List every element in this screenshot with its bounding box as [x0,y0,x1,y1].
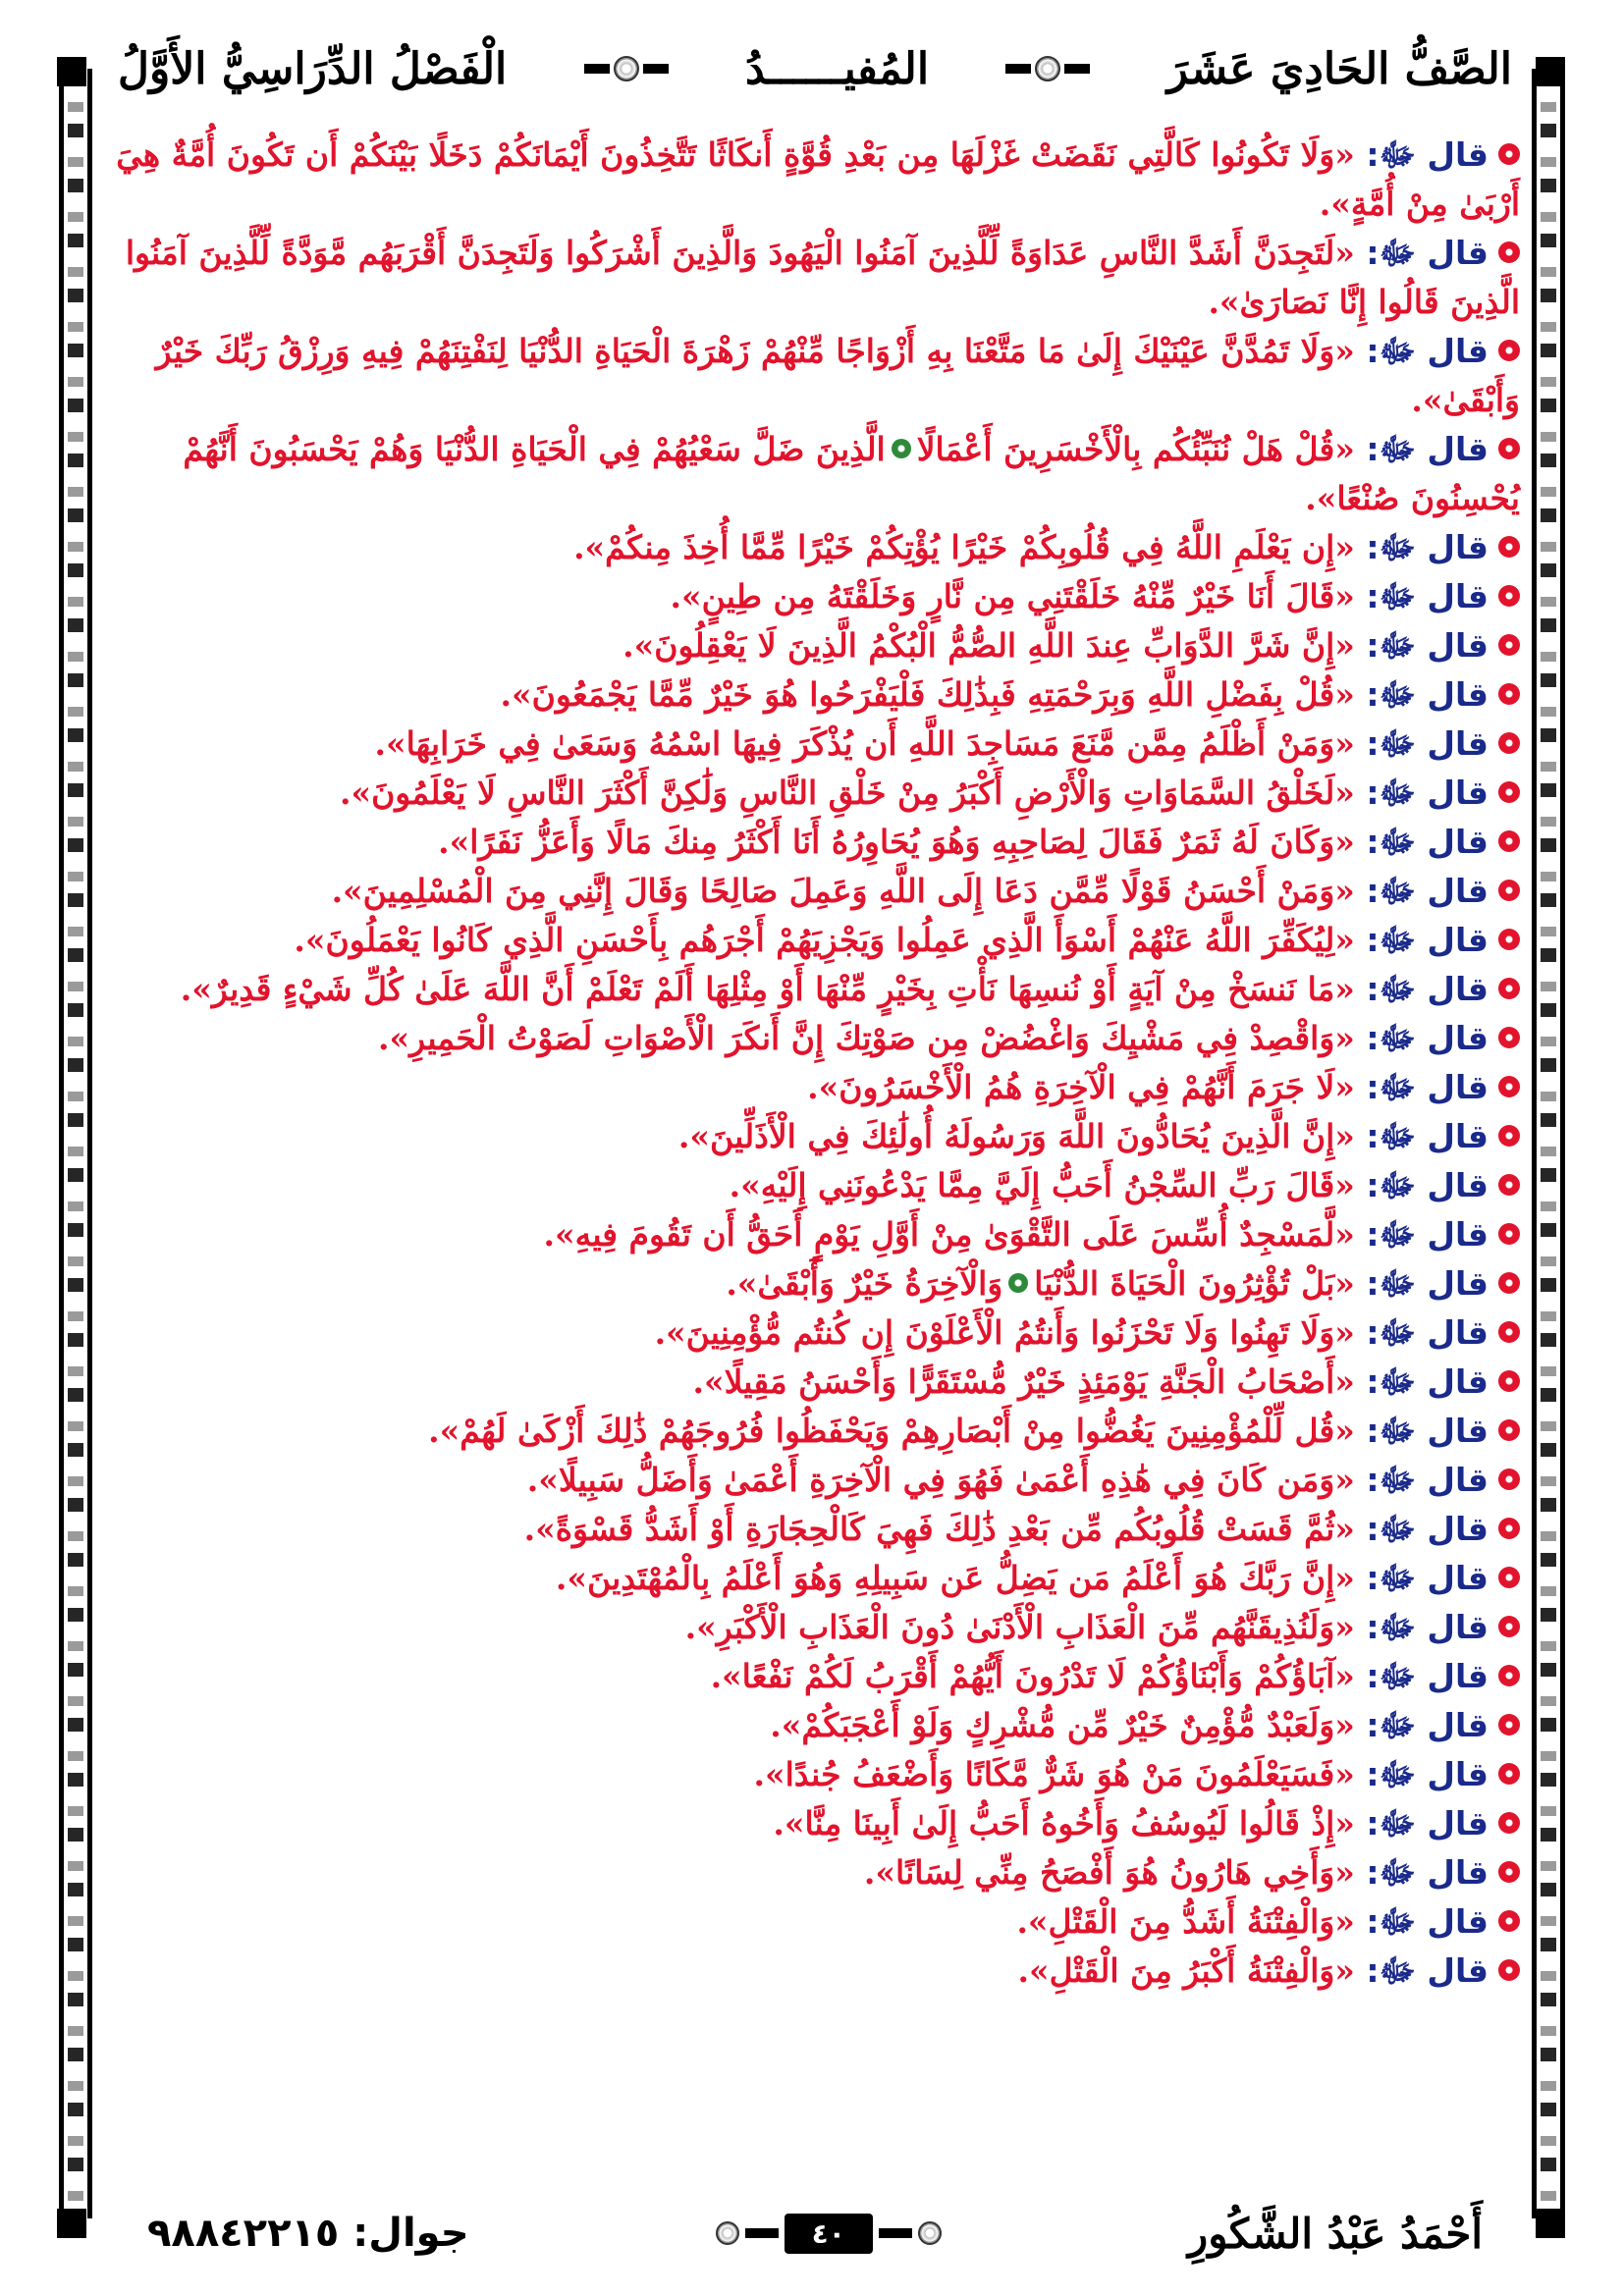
speaker-label: قال ﷻ: [1366,724,1489,763]
speaker-label: قال ﷻ: [1366,1068,1489,1106]
verse-separator-icon [892,439,911,458]
header-divider-ornament [584,56,669,81]
page-header [118,29,1512,108]
verse-item [108,572,1520,621]
speaker-label: قال ﷻ: [1366,1215,1489,1254]
verse-item [108,916,1520,965]
phone-contact [147,2211,469,2256]
verse-item [108,867,1520,916]
verse-text: «قَالَ رَبِّ السِّجْنُ أَحَبُّ إِلَيَّ مِمَّا يَدْعُونَنِي إِلَيْهِ». [729,1166,1355,1204]
verse-item [108,1750,1520,1799]
page-number: ٤٠ [785,2214,873,2254]
speaker-label: قال ﷻ: [1366,1755,1489,1793]
verse-item [108,1259,1520,1308]
verse-text: «إِنَّ رَبَّكَ هُوَ أَعْلَمُ مَن يَضِلُّ عَن سَبِيلِهِ وَهُوَ أَعْلَمُ بِالْمُهْتَدِينَ». [555,1559,1355,1597]
verse-text: «وَمَنْ أَظْلَمُ مِمَّن مَّنَعَ مَسَاجِدَ اللَّهِ أَن يُذْكَرَ فِيهَا اسْمُهُ وَسَعَىٰ فِي خَرَابِهَا». [374,724,1355,763]
speaker-label: قال ﷻ: [1366,1804,1489,1842]
verse-item [108,769,1520,818]
speaker-label: قال ﷻ: [1366,430,1489,468]
speaker-label: قال ﷻ: [1366,1313,1489,1352]
speaker-label: قال ﷻ: [1366,1510,1489,1548]
red-flower-bullet-icon [1498,1321,1520,1343]
rosette-icon [1035,56,1060,81]
speaker-label: قال ﷻ: [1366,675,1489,714]
page-footer [147,2194,1483,2272]
speaker-label: قال ﷻ: [1366,626,1489,665]
speaker-label: قال ﷻ: [1366,1706,1489,1744]
verse-item [108,1308,1520,1358]
verse-text: «أَصْحَابُ الْجَنَّةِ يَوْمَئِذٍ خَيْرٌ مُّسْتَقَرًّا وَأَحْسَنُ مَقِيلًا». [692,1362,1355,1401]
page-number-box [716,2214,942,2254]
verse-text: «آبَاؤُكُمْ وَأَبْنَاؤُكُمْ لَا تَدْرُونَ أَيُّهُمْ أَقْرَبُ لَكُمْ نَفْعًا». [710,1657,1355,1695]
verse-text: «وَالْفِتْنَةُ أَشَدُّ مِنَ الْقَتْلِ». [1016,1902,1355,1941]
phone-label: جوال: [352,2211,469,2256]
verse-item [108,1505,1520,1554]
verse-text: «قُل لِّلْمُؤْمِنِينَ يَغُضُّوا مِنْ أَبْصَارِهِمْ وَيَحْفَظُوا فُرُوجَهُمْ ذَٰلِكَ أَزْكَىٰ لَهُمْ». [428,1412,1355,1450]
verse-text: «لَا جَرَمَ أَنَّهُمْ فِي الْآخِرَةِ هُمُ الْأَخْسَرُونَ». [807,1068,1355,1106]
verse-text: «وَمَنْ أَحْسَنُ قَوْلًا مِّمَّن دَعَا إِلَى اللَّهِ وَعَمِلَ صَالِحًا وَقَالَ إِنَّنِي مِنَ الْمُسْلِمِينَ». [331,872,1355,910]
red-flower-bullet-icon [1498,683,1520,705]
verse-text: «فَسَيَعْلَمُونَ مَنْ هُوَ شَرٌّ مَّكَانًا وَأَضْعَفُ جُندًا». [753,1755,1355,1793]
verse-text: «وَلَا تَهِنُوا وَلَا تَحْزَنُوا وَأَنتُمُ الْأَعْلَوْنَ إِن كُنتُم مُّؤْمِنِينَ». [654,1313,1355,1352]
verse-item [108,670,1520,720]
verse-item [108,1358,1520,1407]
verse-text: «لَّمَسْجِدٌ أُسِّسَ عَلَى التَّقْوَىٰ مِنْ أَوَّلِ يَوْمٍ أَحَقُّ أَن تَقُومَ فِيهِ». [543,1215,1355,1254]
red-flower-bullet-icon [1498,929,1520,950]
speaker-label: قال ﷻ: [1366,528,1489,566]
border-corner-ornament [1536,57,1565,86]
red-flower-bullet-icon [1498,732,1520,754]
speaker-label: قال ﷻ: [1366,1264,1489,1303]
verse-item [108,229,1520,327]
speaker-label: قال ﷻ: [1366,577,1489,615]
verse-text: «وَلَا تَكُونُوا كَالَّتِي نَقَضَتْ غَزْلَهَا مِن بَعْدِ قُوَّةٍ أَنكَاثًا تَتَّخِذُونَ أَيْمَانَكُمْ دَخَلًا بَيْنَكُمْ أَن تَكُونَ أُمَّةٌ هِيَ أَرْبَىٰ مِنْ أُمَّةٍ». [116,135,1520,223]
red-flower-bullet-icon [1498,1370,1520,1392]
verse-item [108,1161,1520,1210]
speaker-label: قال ﷻ: [1366,1166,1489,1204]
verse-text: «إِذْ قَالُوا لَيُوسُفُ وَأَخُوهُ أَحَبُّ إِلَىٰ أَبِينَا مِنَّا». [773,1804,1355,1842]
speaker-label: قال ﷻ: [1366,1461,1489,1499]
speaker-label: قال ﷻ: [1366,135,1489,174]
speaker-label: قال ﷻ: [1366,1559,1489,1597]
verse-text: «وَاقْصِدْ فِي مَشْيِكَ وَاغْضُضْ مِن صَوْتِكَ إِنَّ أَنكَرَ الْأَصْوَاتِ لَصَوْتُ الْحَمِيرِ». [378,1019,1355,1057]
border-corner-ornament [57,57,86,86]
speaker-label: قال ﷻ: [1366,1608,1489,1646]
speaker-label: قال ﷻ: [1366,872,1489,910]
verse-separator-icon [1008,1273,1028,1293]
red-flower-bullet-icon [1498,1027,1520,1048]
speaker-label: قال ﷻ: [1366,823,1489,861]
red-flower-bullet-icon [1498,1518,1520,1539]
verse-text: «وَأَخِي هَارُونُ هُوَ أَفْصَحُ مِنِّي لِسَانًا». [863,1853,1355,1892]
red-flower-bullet-icon [1498,1223,1520,1245]
speaker-label: قال ﷻ: [1366,970,1489,1008]
red-flower-bullet-icon [1498,340,1520,361]
verse-text-continuation: وَالْآخِرَةُ خَيْرٌ وَأَبْقَىٰ». [726,1264,1003,1303]
red-flower-bullet-icon [1498,1272,1520,1294]
verse-text: «قُلْ هَلْ نُنَبِّئُكُم بِالْأَخْسَرِينَ أَعْمَالًا [916,430,1355,468]
verse-item [108,1554,1520,1603]
verse-item [108,327,1520,425]
verse-item [108,1603,1520,1652]
author-name: أَحْمَدُ عَبْدُ الشَّكُورِ [1187,2209,1483,2258]
verse-text: «مَا نَنسَخْ مِنْ آيَةٍ أَوْ نُنسِهَا نَأْتِ بِخَيْرٍ مِّنْهَا أَوْ مِثْلِهَا أَلَمْ تَعْلَمْ أَنَّ اللَّهَ عَلَىٰ كُلِّ شَيْءٍ قَدِيرٌ». [180,970,1355,1008]
verse-item [108,131,1520,229]
border-corner-ornament [57,2209,86,2238]
term-title: الْفَصْلُ الدِّرَاسِيُّ الأَوَّلُ [118,43,508,94]
speaker-label: قال ﷻ: [1366,1412,1489,1450]
verse-item [108,965,1520,1014]
verse-item [108,1652,1520,1701]
red-flower-bullet-icon [1498,830,1520,852]
verse-item [108,523,1520,572]
verse-item [108,1897,1520,1947]
decorative-border-right [1532,69,1565,2218]
red-flower-bullet-icon [1498,1861,1520,1883]
header-divider-ornament [1005,56,1090,81]
red-flower-bullet-icon [1498,978,1520,999]
red-flower-bullet-icon [1498,1468,1520,1490]
red-flower-bullet-icon [1498,438,1520,459]
verse-item [108,1799,1520,1848]
red-flower-bullet-icon [1498,781,1520,803]
red-flower-bullet-icon [1498,536,1520,558]
red-flower-bullet-icon [1498,143,1520,165]
speaker-label: قال ﷻ: [1366,774,1489,812]
verse-item [108,621,1520,670]
phone-number: ٩٨٨٤٢٢١٥ [147,2211,340,2256]
rosette-icon [918,2221,942,2245]
red-flower-bullet-icon [1498,1567,1520,1588]
verse-text: «إِنَّ شَرَّ الدَّوَابِّ عِندَ اللَّهِ الصُّمُّ الْبُكْمُ الَّذِينَ لَا يَعْقِلُونَ». [623,626,1355,665]
red-flower-bullet-icon [1498,1419,1520,1441]
verse-text: «قُلْ بِفَضْلِ اللَّهِ وَبِرَحْمَتِهِ فَبِذَٰلِكَ فَلْيَفْرَحُوا هُوَ خَيْرٌ مِّمَّا يَجْمَعُونَ». [500,675,1355,714]
verse-item [108,818,1520,867]
verse-text: «ثُمَّ قَسَتْ قُلُوبُكُم مِّن بَعْدِ ذَٰلِكَ فَهِيَ كَالْحِجَارَةِ أَوْ أَشَدُّ قَسْوَةً». [523,1510,1355,1548]
verse-text: «وَمَن كَانَ فِي هَٰذِهِ أَعْمَىٰ فَهُوَ فِي الْآخِرَةِ أَعْمَىٰ وَأَضَلُّ سَبِيلًا». [526,1461,1355,1499]
red-flower-bullet-icon [1498,634,1520,656]
verse-list [108,131,1520,2163]
verse-item [108,1848,1520,1897]
verse-text-continuation: الَّذِينَ ضَلَّ سَعْيُهُمْ فِي الْحَيَاةِ الدُّنْيَا وَهُمْ يَحْسَبُونَ أَنَّهُمْ يُحْسِنُونَ صُنْعًا». [183,430,1520,517]
speaker-label: قال ﷻ: [1366,1902,1489,1941]
verse-item [108,1947,1520,1996]
verse-item [108,1456,1520,1505]
verse-text: «لِيُكَفِّرَ اللَّهُ عَنْهُمْ أَسْوَأَ الَّذِي عَمِلُوا وَيَجْزِيَهُمْ أَجْرَهُم بِأَحْسَنِ الَّذِي كَانُوا يَعْمَلُونَ». [294,921,1355,959]
verse-text: «لَخَلْقُ السَّمَاوَاتِ وَالْأَرْضِ أَكْبَرُ مِنْ خَلْقِ النَّاسِ وَلَٰكِنَّ أَكْثَرَ النَّاسِ لَا يَعْلَمُونَ». [339,774,1355,812]
book-title: المُفيــــــدُ [745,43,930,94]
verse-text: «وَلَا تَمُدَّنَّ عَيْنَيْكَ إِلَىٰ مَا مَتَّعْنَا بِهِ أَزْوَاجًا مِّنْهُمْ زَهْرَةَ الْحَيَاةِ الدُّنْيَا لِنَفْتِنَهُمْ فِيهِ وَرِزْقُ رَبِّكَ خَيْرٌ وَأَبْقَىٰ». [155,332,1520,419]
decorative-border-left [59,69,92,2218]
verse-item [108,1063,1520,1112]
red-flower-bullet-icon [1498,1076,1520,1097]
verse-text: «وَلَنُذِيقَنَّهُم مِّنَ الْعَذَابِ الْأَدْنَىٰ دُونَ الْعَذَابِ الْأَكْبَرِ». [684,1608,1355,1646]
verse-text: «وَكَانَ لَهُ ثَمَرٌ فَقَالَ لِصَاحِبِهِ وَهُوَ يُحَاوِرُهُ أَنَا أَكْثَرُ مِنكَ مَالًا وَأَعَزُّ نَفَرًا». [438,823,1355,861]
verse-text: «بَلْ تُؤْثِرُونَ الْحَيَاةَ الدُّنْيَا [1034,1264,1355,1303]
rosette-icon [614,56,639,81]
red-flower-bullet-icon [1498,241,1520,263]
verse-item [108,1014,1520,1063]
red-flower-bullet-icon [1498,880,1520,901]
red-flower-bullet-icon [1498,585,1520,607]
red-flower-bullet-icon [1498,1959,1520,1981]
red-flower-bullet-icon [1498,1174,1520,1196]
red-flower-bullet-icon [1498,1763,1520,1785]
red-flower-bullet-icon [1498,1665,1520,1686]
speaker-label: قال ﷻ: [1366,234,1489,272]
speaker-label: قال ﷻ: [1366,1657,1489,1695]
verse-text: «وَلَعَبْدٌ مُّؤْمِنٌ خَيْرٌ مِّن مُّشْرِكٍ وَلَوْ أَعْجَبَكُمْ». [770,1706,1355,1744]
speaker-label: قال ﷻ: [1366,1853,1489,1892]
verse-item [108,1407,1520,1456]
speaker-label: قال ﷻ: [1366,1019,1489,1057]
speaker-label: قال ﷻ: [1366,1951,1489,1990]
speaker-label: قال ﷻ: [1366,921,1489,959]
rosette-icon [716,2221,739,2245]
border-corner-ornament [1536,2209,1565,2238]
verse-item [108,1701,1520,1750]
speaker-label: قال ﷻ: [1366,332,1489,370]
verse-item [108,720,1520,769]
red-flower-bullet-icon [1498,1910,1520,1932]
verse-item [108,425,1520,523]
verse-text: «لَتَجِدَنَّ أَشَدَّ النَّاسِ عَدَاوَةً لِّلَّذِينَ آمَنُوا الْيَهُودَ وَالَّذِينَ أَشْرَكُوا وَلَتَجِدَنَّ أَقْرَبَهُم مَّوَدَّةً لِّلَّذِينَ آمَنُوا الَّذِينَ قَالُوا إِنَّا نَصَارَىٰ». [125,234,1520,321]
red-flower-bullet-icon [1498,1125,1520,1147]
verse-text: «إِن يَعْلَمِ اللَّهُ فِي قُلُوبِكُمْ خَيْرًا يُؤْتِكُمْ خَيْرًا مِّمَّا أُخِذَ مِنكُمْ». [573,528,1355,566]
speaker-label: قال ﷻ: [1366,1117,1489,1155]
red-flower-bullet-icon [1498,1714,1520,1735]
speaker-label: قال ﷻ: [1366,1362,1489,1401]
verse-text: «إِنَّ الَّذِينَ يُحَادُّونَ اللَّهَ وَرَسُولَهُ أُولَٰئِكَ فِي الْأَذَلِّينَ». [677,1117,1355,1155]
red-flower-bullet-icon [1498,1812,1520,1834]
verse-item [108,1112,1520,1161]
verse-item [108,1210,1520,1259]
grade-title: الصَّفُّ الحَادِيَ عَشَرَ [1166,43,1512,94]
verse-text: «قَالَ أَنَا خَيْرٌ مِّنْهُ خَلَقْتَنِي مِن نَّارٍ وَخَلَقْتَهُ مِن طِينٍ». [670,577,1355,615]
red-flower-bullet-icon [1498,1616,1520,1637]
verse-text: «وَالْفِتْنَةُ أَكْبَرُ مِنَ الْقَتْلِ». [1017,1951,1355,1990]
